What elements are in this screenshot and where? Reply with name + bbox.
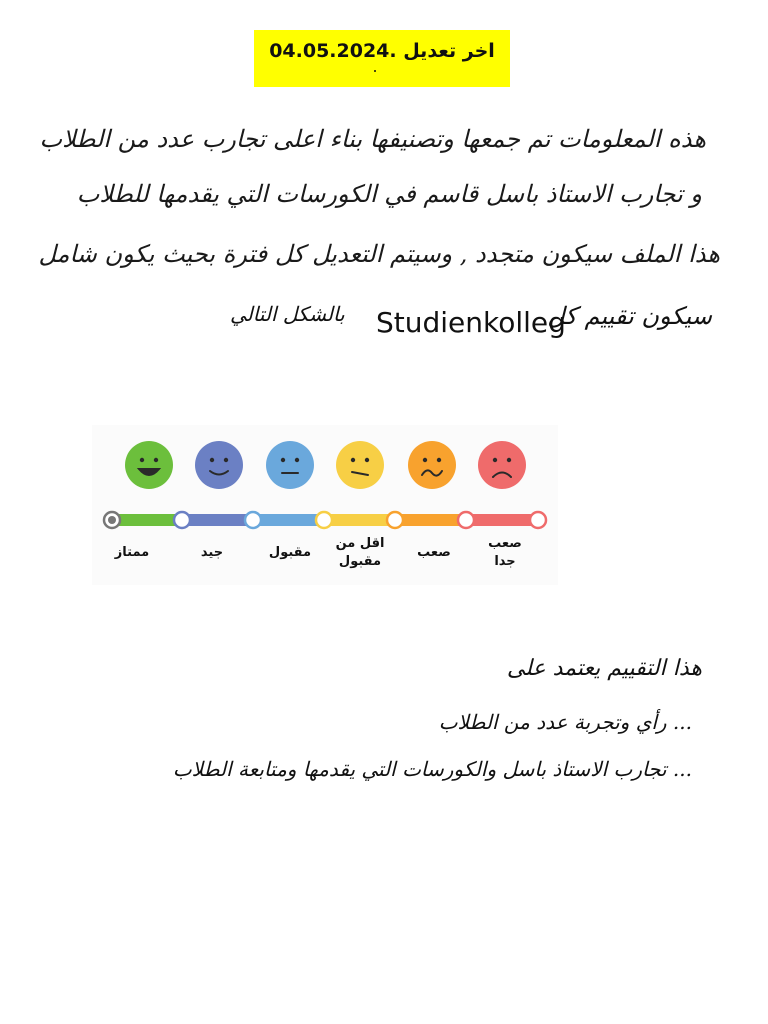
rating-scale [92, 425, 558, 585]
studienkolleg-label: Studienkolleg [376, 306, 566, 339]
face-sad-icon [478, 441, 526, 489]
scale-segment-5 [395, 514, 466, 526]
basis-title: هذا التقييم يعتمد على [506, 656, 702, 681]
basis-item-2: ... تجارب الاستاذ باسل والكورسات التي يقدمها ومتابعة الطلاب [172, 757, 692, 781]
face-happy-icon [125, 441, 173, 489]
intro-line-3: هذا الملف سيكون متجدد , وسيتم التعديل كل فترة بحيث يكون شامل [38, 240, 720, 268]
scale-label-6: صعب جدا [488, 536, 522, 569]
scale-label-4: اقل من مقبول [335, 536, 385, 569]
basis-item-1: ... رأي وتجربة عدد من الطلاب [438, 710, 692, 734]
scale-node-core [462, 516, 470, 524]
scale-segment-4 [324, 514, 395, 526]
face-eye [351, 458, 355, 462]
scale-label-2: جيد [200, 545, 224, 560]
last-edit-banner [254, 30, 510, 87]
scale-segment-2 [182, 514, 253, 526]
face-eye [507, 458, 511, 462]
face-eye [295, 458, 299, 462]
scale-node-core [178, 516, 186, 524]
face-eye [493, 458, 497, 462]
scale-node-core [108, 516, 116, 524]
scale-label-1: ممتاز [114, 545, 150, 560]
scale-segment-6 [466, 514, 538, 526]
face-neutral-icon [266, 441, 314, 489]
scale-label-3: مقبول [268, 545, 312, 560]
scale-node-core [391, 516, 399, 524]
face-eye [210, 458, 214, 462]
intro-line-1: هذه المعلومات تم جمعها وتصنيفها بناء اعلى تجارب عدد من الطلاب [39, 125, 706, 153]
face-eye [437, 458, 441, 462]
face-eye [423, 458, 427, 462]
face-eye [140, 458, 144, 462]
scale-node-core [320, 516, 328, 524]
intro-line-4-start: سيكون تقييم كل [547, 302, 712, 330]
face-eye [154, 458, 158, 462]
face-eye [224, 458, 228, 462]
face-meh-icon [336, 441, 384, 489]
last-edit-text: اخر تعديل .04.05.2024 [269, 40, 495, 62]
face-eye [365, 458, 369, 462]
face-smile-icon [195, 441, 243, 489]
face-wavy-icon [408, 441, 456, 489]
banner-dot [374, 70, 376, 72]
face-eye [281, 458, 285, 462]
scale-segment-3 [253, 514, 324, 526]
scale-segment-1 [112, 514, 182, 526]
intro-line-2: و تجارب الاستاذ باسل قاسم في الكورسات التي يقدمها للطلاب [76, 180, 702, 208]
scale-node-core [534, 516, 542, 524]
scale-label-5: صعب [417, 545, 451, 560]
scale-node-core [249, 516, 257, 524]
intro-line-4-end: بالشكل التالي [230, 302, 345, 326]
